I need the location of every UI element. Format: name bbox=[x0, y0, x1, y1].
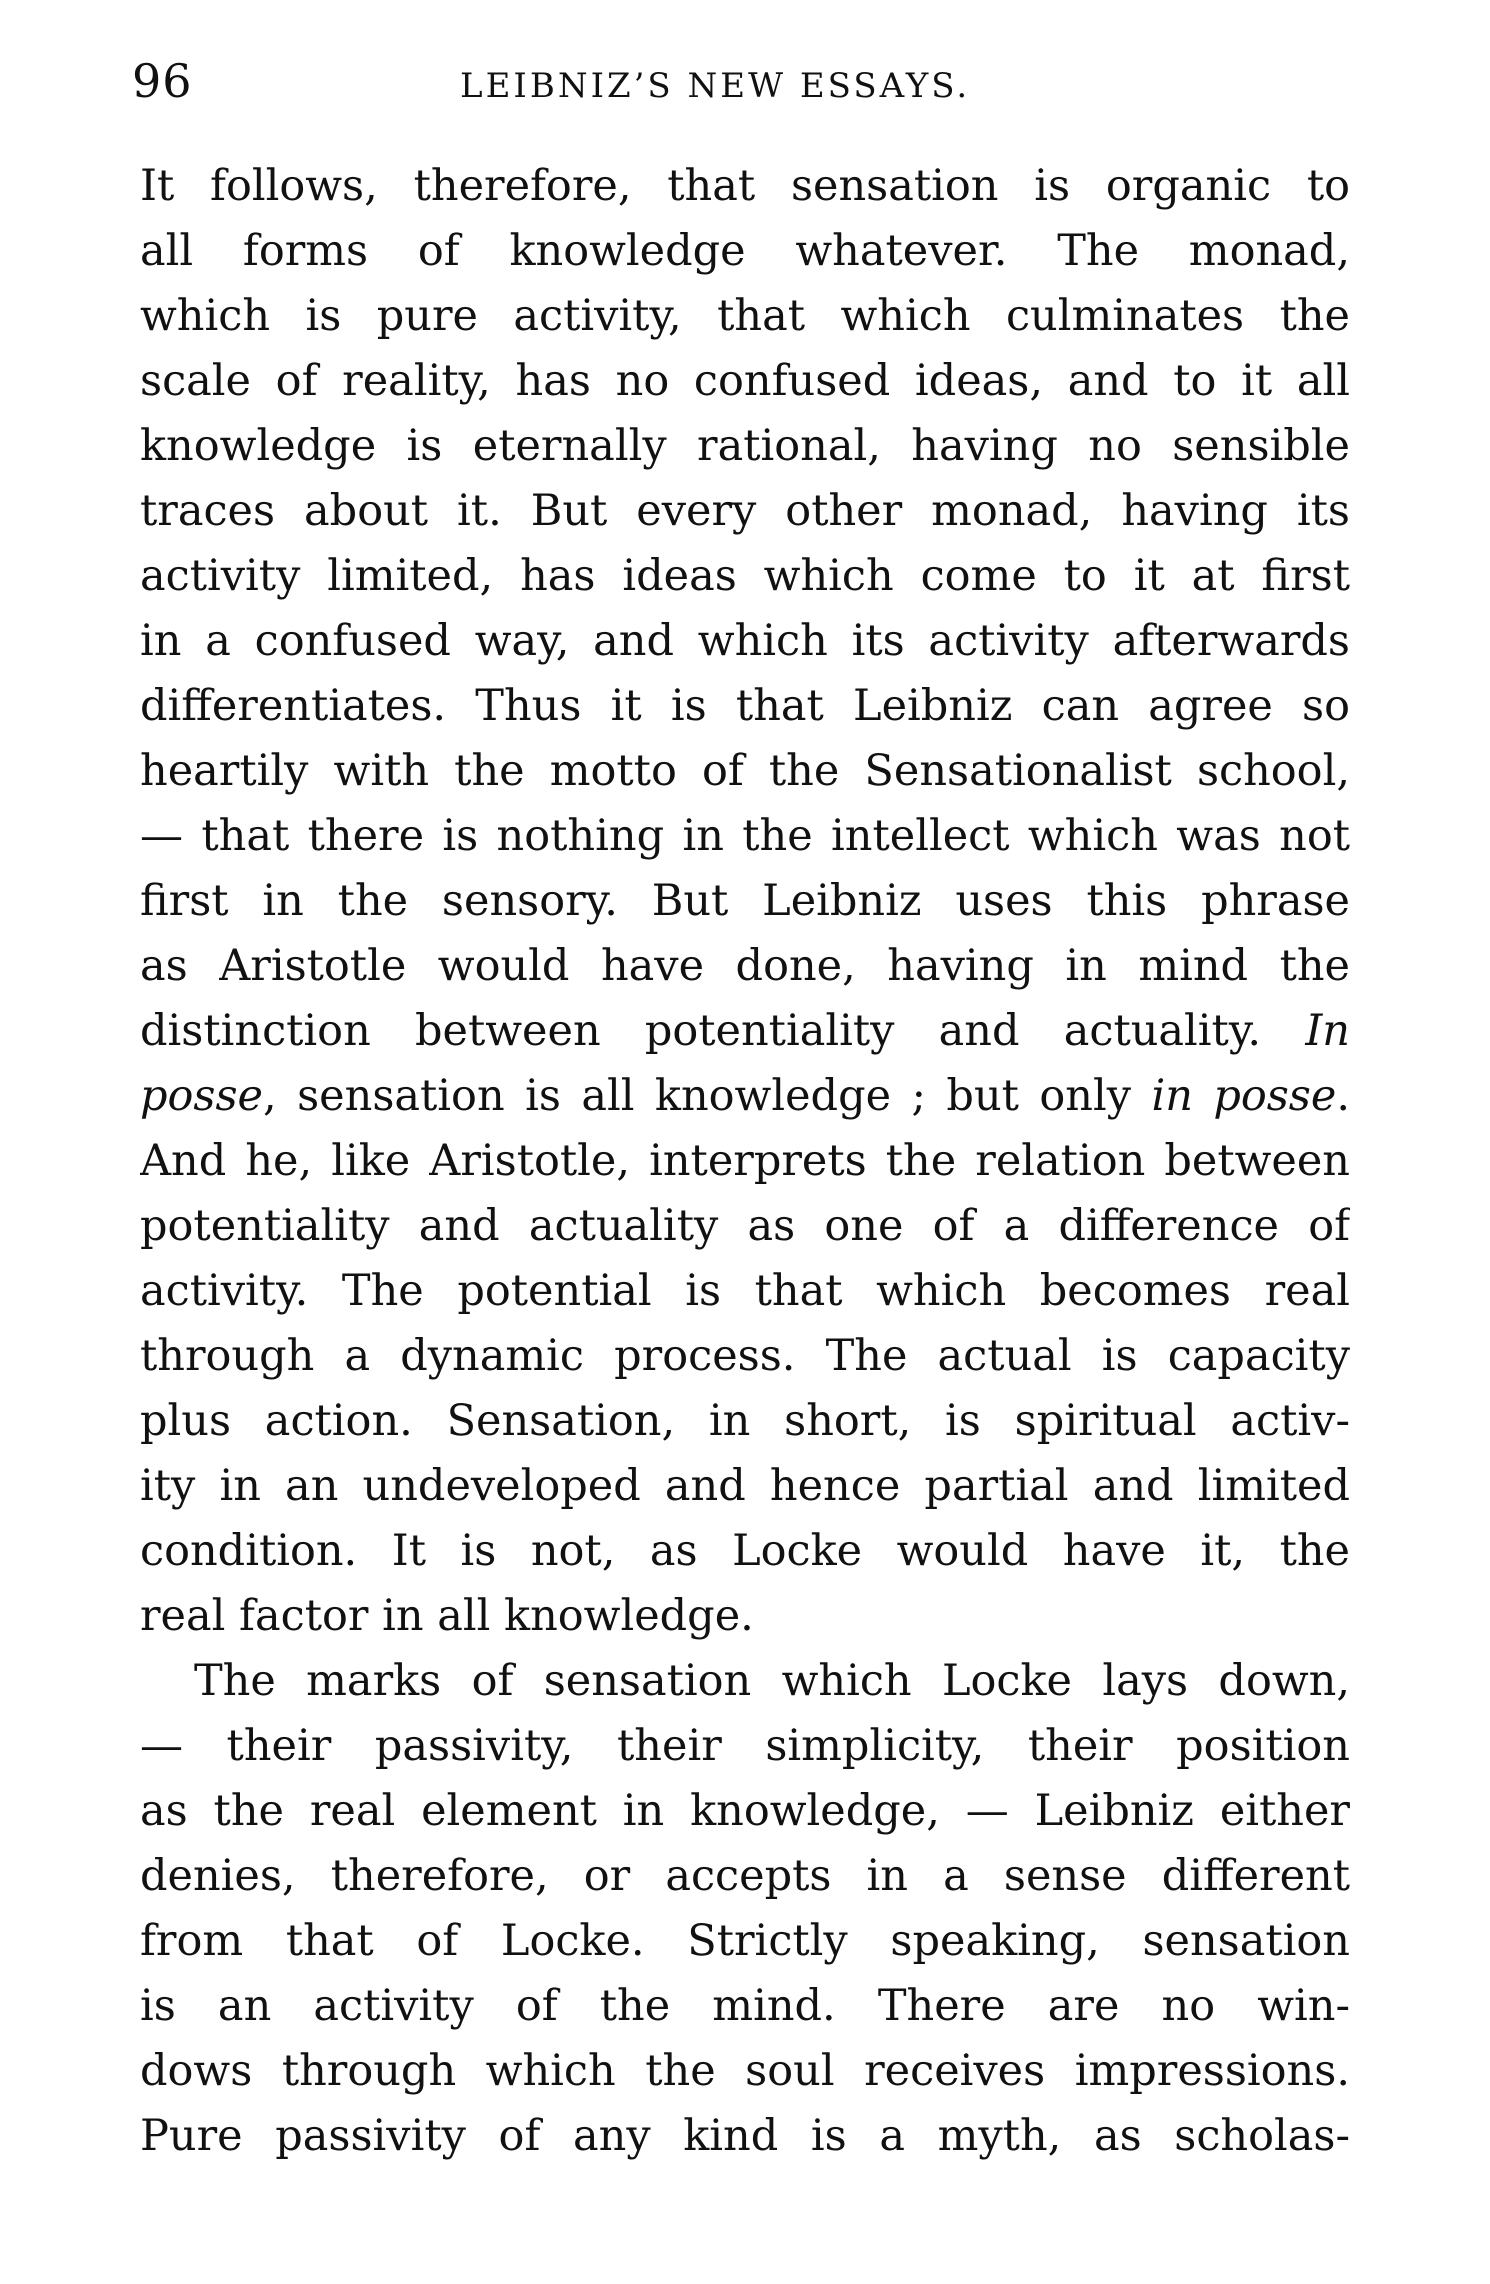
text-line: real factor in all knowledge. bbox=[140, 1591, 754, 1641]
text-line: through a dynamic process. The actual is capacity bbox=[140, 1331, 1350, 1381]
text-line: heartily with the motto of the Sensationalist school, bbox=[140, 746, 1350, 796]
text-line: The marks of sensation which Locke lays down, bbox=[194, 1656, 1350, 1706]
text-line: potentiality and actuality as one of a difference of bbox=[140, 1201, 1350, 1251]
text-line: as the real element in knowledge, — Leibniz either bbox=[140, 1786, 1350, 1836]
body-text bbox=[140, 154, 1350, 2169]
text-line: condition. It is not, as Locke would have it, the bbox=[140, 1526, 1350, 1576]
text-line: plus action. Sensation, in short, is spiritual activ- bbox=[140, 1396, 1350, 1446]
text-line: from that of Locke. Strictly speaking, sensation bbox=[140, 1916, 1350, 1966]
text-line: in a confused way, and which its activity afterwards bbox=[140, 616, 1350, 666]
text-line: Pure passivity of any kind is a myth, as scholas- bbox=[140, 2111, 1350, 2161]
text-line: dows through which the soul receives impressions. bbox=[140, 2046, 1350, 2096]
text-line: knowledge is eternally rational, having no sensible bbox=[140, 421, 1350, 471]
text-line: traces about it. But every other monad, having its bbox=[140, 486, 1350, 536]
text-line: distinction between potentiality and actuality. In bbox=[140, 1006, 1350, 1056]
text-line: which is pure activity, that which culminates the bbox=[140, 291, 1350, 341]
text-line: denies, therefore, or accepts in a sense different bbox=[140, 1851, 1350, 1901]
text-line: scale of reality, has no confused ideas, and to it all bbox=[140, 356, 1350, 406]
text-line: ity in an undeveloped and hence partial and limited bbox=[140, 1461, 1350, 1511]
text-line: first in the sensory. But Leibniz uses this phrase bbox=[140, 876, 1350, 926]
text-line: posse, sensation is all knowledge ; but only in posse. bbox=[140, 1071, 1350, 1121]
page-number: 96 bbox=[132, 54, 193, 108]
text-line: It follows, therefore, that sensation is organic to bbox=[140, 161, 1350, 211]
text-line: differentiates. Thus it is that Leibniz can agree so bbox=[140, 681, 1350, 731]
text-line: — their passivity, their simplicity, their position bbox=[140, 1721, 1350, 1771]
text-line: — that there is nothing in the intellect which was not bbox=[140, 811, 1350, 861]
text-line: as Aristotle would have done, having in mind the bbox=[140, 941, 1350, 991]
text-line: all forms of knowledge whatever. The monad, bbox=[140, 226, 1350, 276]
text-line: activity limited, has ideas which come to it at first bbox=[140, 551, 1350, 601]
running-title: LEIBNIZ’S NEW ESSAYS. bbox=[460, 66, 971, 106]
text-line: And he, like Aristotle, interprets the relation between bbox=[140, 1136, 1350, 1186]
text-line: activity. The potential is that which becomes real bbox=[140, 1266, 1350, 1316]
text-line: is an activity of the mind. There are no win- bbox=[140, 1981, 1350, 2031]
